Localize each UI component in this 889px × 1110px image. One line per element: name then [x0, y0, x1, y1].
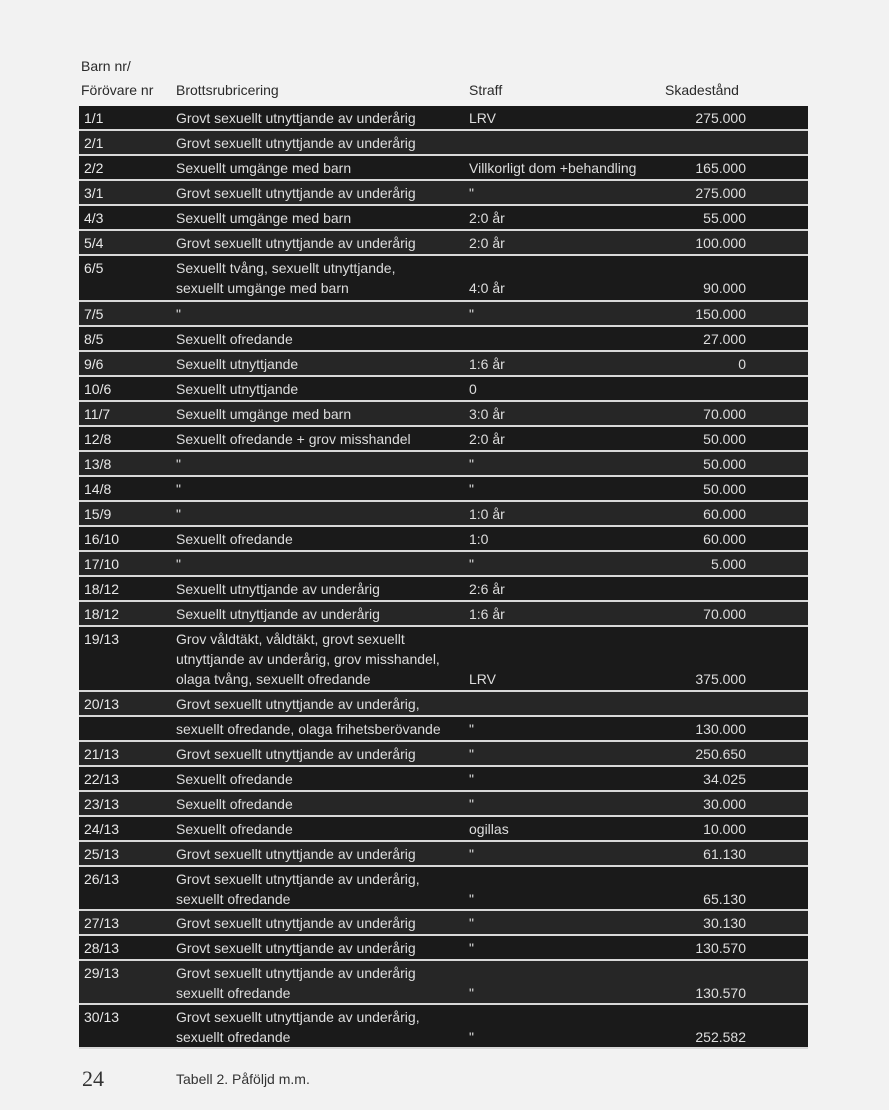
row-penalty: 1:6 år [469, 606, 505, 622]
row-id: 24/13 [84, 821, 120, 837]
row-crime: Grovt sexuellt utnyttjande av underårig [176, 235, 416, 251]
row-id: 14/8 [84, 481, 112, 497]
table-row [79, 936, 808, 961]
row-penalty: " [469, 721, 474, 737]
row-crime: Sexuellt utnyttjande [176, 381, 299, 397]
table-row [79, 767, 808, 792]
row-id: 13/8 [84, 456, 112, 472]
row-damages: 60.000 [703, 506, 746, 522]
table-row [79, 577, 808, 602]
row-penalty: " [469, 746, 474, 762]
row-damages: 90.000 [703, 280, 746, 296]
row-damages: 55.000 [703, 210, 746, 226]
row-damages: 0 [738, 356, 746, 372]
row-id: 28/13 [84, 940, 120, 956]
row-damages: 10.000 [703, 821, 746, 837]
table-row [79, 427, 808, 452]
table-row [79, 327, 808, 352]
table-row [79, 131, 808, 156]
table-row [79, 527, 808, 552]
table-row [79, 477, 808, 502]
row-damages: 250.650 [695, 746, 746, 762]
table-row [79, 911, 808, 936]
row-damages: 275.000 [695, 110, 746, 126]
row-id: 11/7 [84, 406, 111, 422]
row-crime: Grovt sexuellt utnyttjande av underårig, sexuellt ofredande [176, 1009, 420, 1045]
row-id: 19/13 [84, 631, 120, 647]
row-id: 22/13 [84, 771, 120, 787]
row-damages: 252.582 [695, 1029, 746, 1045]
row-id: 20/13 [84, 696, 120, 712]
row-crime: " [176, 306, 181, 322]
table-row [79, 256, 808, 302]
row-penalty: " [469, 771, 474, 787]
row-crime: Sexuellt ofredande [176, 771, 293, 787]
row-id: 4/3 [84, 210, 104, 226]
row-id: 23/13 [84, 796, 120, 812]
row-damages: 5.000 [710, 556, 746, 572]
row-penalty: 2:0 år [469, 235, 505, 251]
table-row [79, 602, 808, 627]
row-penalty: " [469, 846, 474, 862]
row-id: 27/13 [84, 915, 120, 931]
row-id: 16/10 [84, 531, 120, 547]
row-id: 9/6 [84, 356, 104, 372]
row-damages: 165.000 [695, 160, 746, 176]
row-damages: 30.130 [703, 915, 746, 931]
row-crime: Sexuellt ofredande [176, 531, 293, 547]
row-id: 2/1 [84, 135, 104, 151]
row-id: 26/13 [84, 871, 120, 887]
row-id: 25/13 [84, 846, 120, 862]
row-id: 5/4 [84, 235, 104, 251]
table-row [79, 181, 808, 206]
table-row [79, 231, 808, 256]
row-penalty: ogillas [469, 821, 509, 837]
row-damages: 50.000 [703, 456, 746, 472]
table-row [79, 106, 808, 131]
row-damages: 60.000 [703, 531, 746, 547]
row-penalty: " [469, 456, 474, 472]
table-row [79, 867, 808, 911]
row-crime: Grovt sexuellt utnyttjande av underårig [176, 940, 416, 956]
row-damages: 275.000 [695, 185, 746, 201]
row-damages: 130.000 [695, 721, 746, 737]
row-id: 17/10 [84, 556, 120, 572]
row-crime: sexuellt ofredande, olaga frihetsberövande [176, 721, 441, 737]
row-penalty: " [469, 306, 474, 322]
table-row [79, 1005, 808, 1049]
row-penalty: " [469, 1029, 474, 1045]
row-id: 30/13 [84, 1009, 120, 1025]
penalty-table [79, 106, 808, 1049]
row-penalty: " [469, 481, 474, 497]
row-damages: 130.570 [695, 985, 746, 1001]
row-id: 8/5 [84, 331, 104, 347]
row-penalty: " [469, 915, 474, 931]
table-row [79, 156, 808, 181]
page-number: 24 [82, 1066, 104, 1091]
row-id: 18/12 [84, 606, 120, 622]
table-caption: Tabell 2. Påföljd m.m. [176, 1071, 310, 1087]
row-penalty: LRV [469, 110, 496, 126]
table-row [79, 352, 808, 377]
table-row [79, 302, 808, 327]
row-crime: Sexuellt utnyttjande av underårig [176, 581, 380, 597]
row-id: 29/13 [84, 965, 120, 981]
row-damages: 50.000 [703, 481, 746, 497]
row-damages: 130.570 [695, 940, 746, 956]
row-crime: " [176, 506, 181, 522]
row-crime: " [176, 456, 181, 472]
row-crime: Sexuellt ofredande [176, 821, 293, 837]
table-row [79, 552, 808, 577]
table-row [79, 206, 808, 231]
row-penalty: " [469, 891, 474, 907]
row-penalty: 1:0 år [469, 506, 505, 522]
row-penalty: " [469, 556, 474, 572]
row-crime: Sexuellt utnyttjande [176, 356, 299, 372]
row-penalty: LRV [469, 671, 496, 687]
row-crime: " [176, 556, 181, 572]
row-id: 2/2 [84, 160, 104, 176]
header-col1-line1: Barn nr/ [81, 58, 131, 74]
row-penalty: 0 [469, 381, 477, 397]
row-crime: Sexuellt tvång, sexuellt utnyttjande, sexuellt umgänge med barn [176, 260, 396, 296]
table-row [79, 742, 808, 767]
row-damages: 34.025 [703, 771, 746, 787]
row-damages: 100.000 [695, 235, 746, 251]
table-row [79, 692, 808, 717]
row-crime: " [176, 481, 181, 497]
header-col4: Skadestånd [665, 82, 739, 98]
row-damages: 70.000 [703, 406, 746, 422]
row-id: 18/12 [84, 581, 120, 597]
row-damages: 150.000 [695, 306, 746, 322]
table-row [79, 817, 808, 842]
row-crime: Sexuellt ofredande [176, 331, 293, 347]
row-damages: 30.000 [703, 796, 746, 812]
row-penalty: 1:0 [469, 531, 489, 547]
row-penalty: " [469, 985, 474, 1001]
row-id: 21/13 [84, 746, 120, 762]
row-crime: Grovt sexuellt utnyttjande av underårig [176, 746, 416, 762]
table-row [79, 792, 808, 817]
row-penalty: 2:6 år [469, 581, 505, 597]
row-crime: Grovt sexuellt utnyttjande av underårig [176, 846, 416, 862]
row-id: 7/5 [84, 306, 104, 322]
row-id: 6/5 [84, 260, 104, 276]
row-penalty: 4:0 år [469, 280, 505, 296]
row-damages: 65.130 [703, 891, 746, 907]
table-row [79, 402, 808, 427]
row-crime: Grovt sexuellt utnyttjande av underårig [176, 185, 416, 201]
table-row [79, 961, 808, 1005]
row-crime: Sexuellt ofredande [176, 796, 293, 812]
row-id: 10/6 [84, 381, 112, 397]
header-col1-line2: Förövare nr [81, 82, 154, 98]
row-penalty: 3:0 år [469, 406, 505, 422]
row-crime: Sexuellt umgänge med barn [176, 160, 352, 176]
row-crime: Grovt sexuellt utnyttjande av underårig sexuellt ofredande [176, 965, 416, 1001]
row-damages: 375.000 [695, 671, 746, 687]
row-penalty: Villkorligt dom +behandling [469, 160, 637, 176]
row-damages: 50.000 [703, 431, 746, 447]
row-penalty: 1:6 år [469, 356, 505, 372]
row-penalty: " [469, 940, 474, 956]
table-row [79, 452, 808, 477]
row-crime: Grov våldtäkt, våldtäkt, grovt sexuellt utnyttjande av underårig, grov misshandel, olaga tvång, sexuellt ofredande [176, 631, 440, 687]
row-id: 12/8 [84, 431, 112, 447]
row-crime: Grovt sexuellt utnyttjande av underårig [176, 135, 416, 151]
row-crime: Sexuellt ofredande + grov misshandel [176, 431, 411, 447]
row-crime: Grovt sexuellt utnyttjande av underårig [176, 110, 416, 126]
row-damages: 61.130 [703, 846, 746, 862]
row-crime: Sexuellt umgänge med barn [176, 406, 352, 422]
table-row [79, 627, 808, 692]
row-crime: Grovt sexuellt utnyttjande av underårig, [176, 696, 420, 712]
row-crime: Sexuellt umgänge med barn [176, 210, 352, 226]
header-col3: Straff [469, 82, 503, 98]
row-damages: 70.000 [703, 606, 746, 622]
row-crime: Grovt sexuellt utnyttjande av underårig, sexuellt ofredande [176, 871, 420, 907]
table-row [79, 502, 808, 527]
row-crime: Grovt sexuellt utnyttjande av underårig [176, 915, 416, 931]
row-id: 1/1 [84, 110, 104, 126]
table-row [79, 842, 808, 867]
row-penalty: 2:0 år [469, 431, 505, 447]
table-row [79, 717, 808, 742]
row-id: 15/9 [84, 506, 112, 522]
row-penalty: 2:0 år [469, 210, 505, 226]
row-penalty: " [469, 796, 474, 812]
header-col2: Brottsrubricering [176, 82, 279, 98]
row-id: 3/1 [84, 185, 104, 201]
row-damages: 27.000 [703, 331, 746, 347]
table-row [79, 377, 808, 402]
row-penalty: " [469, 185, 474, 201]
row-crime: Sexuellt utnyttjande av underårig [176, 606, 380, 622]
